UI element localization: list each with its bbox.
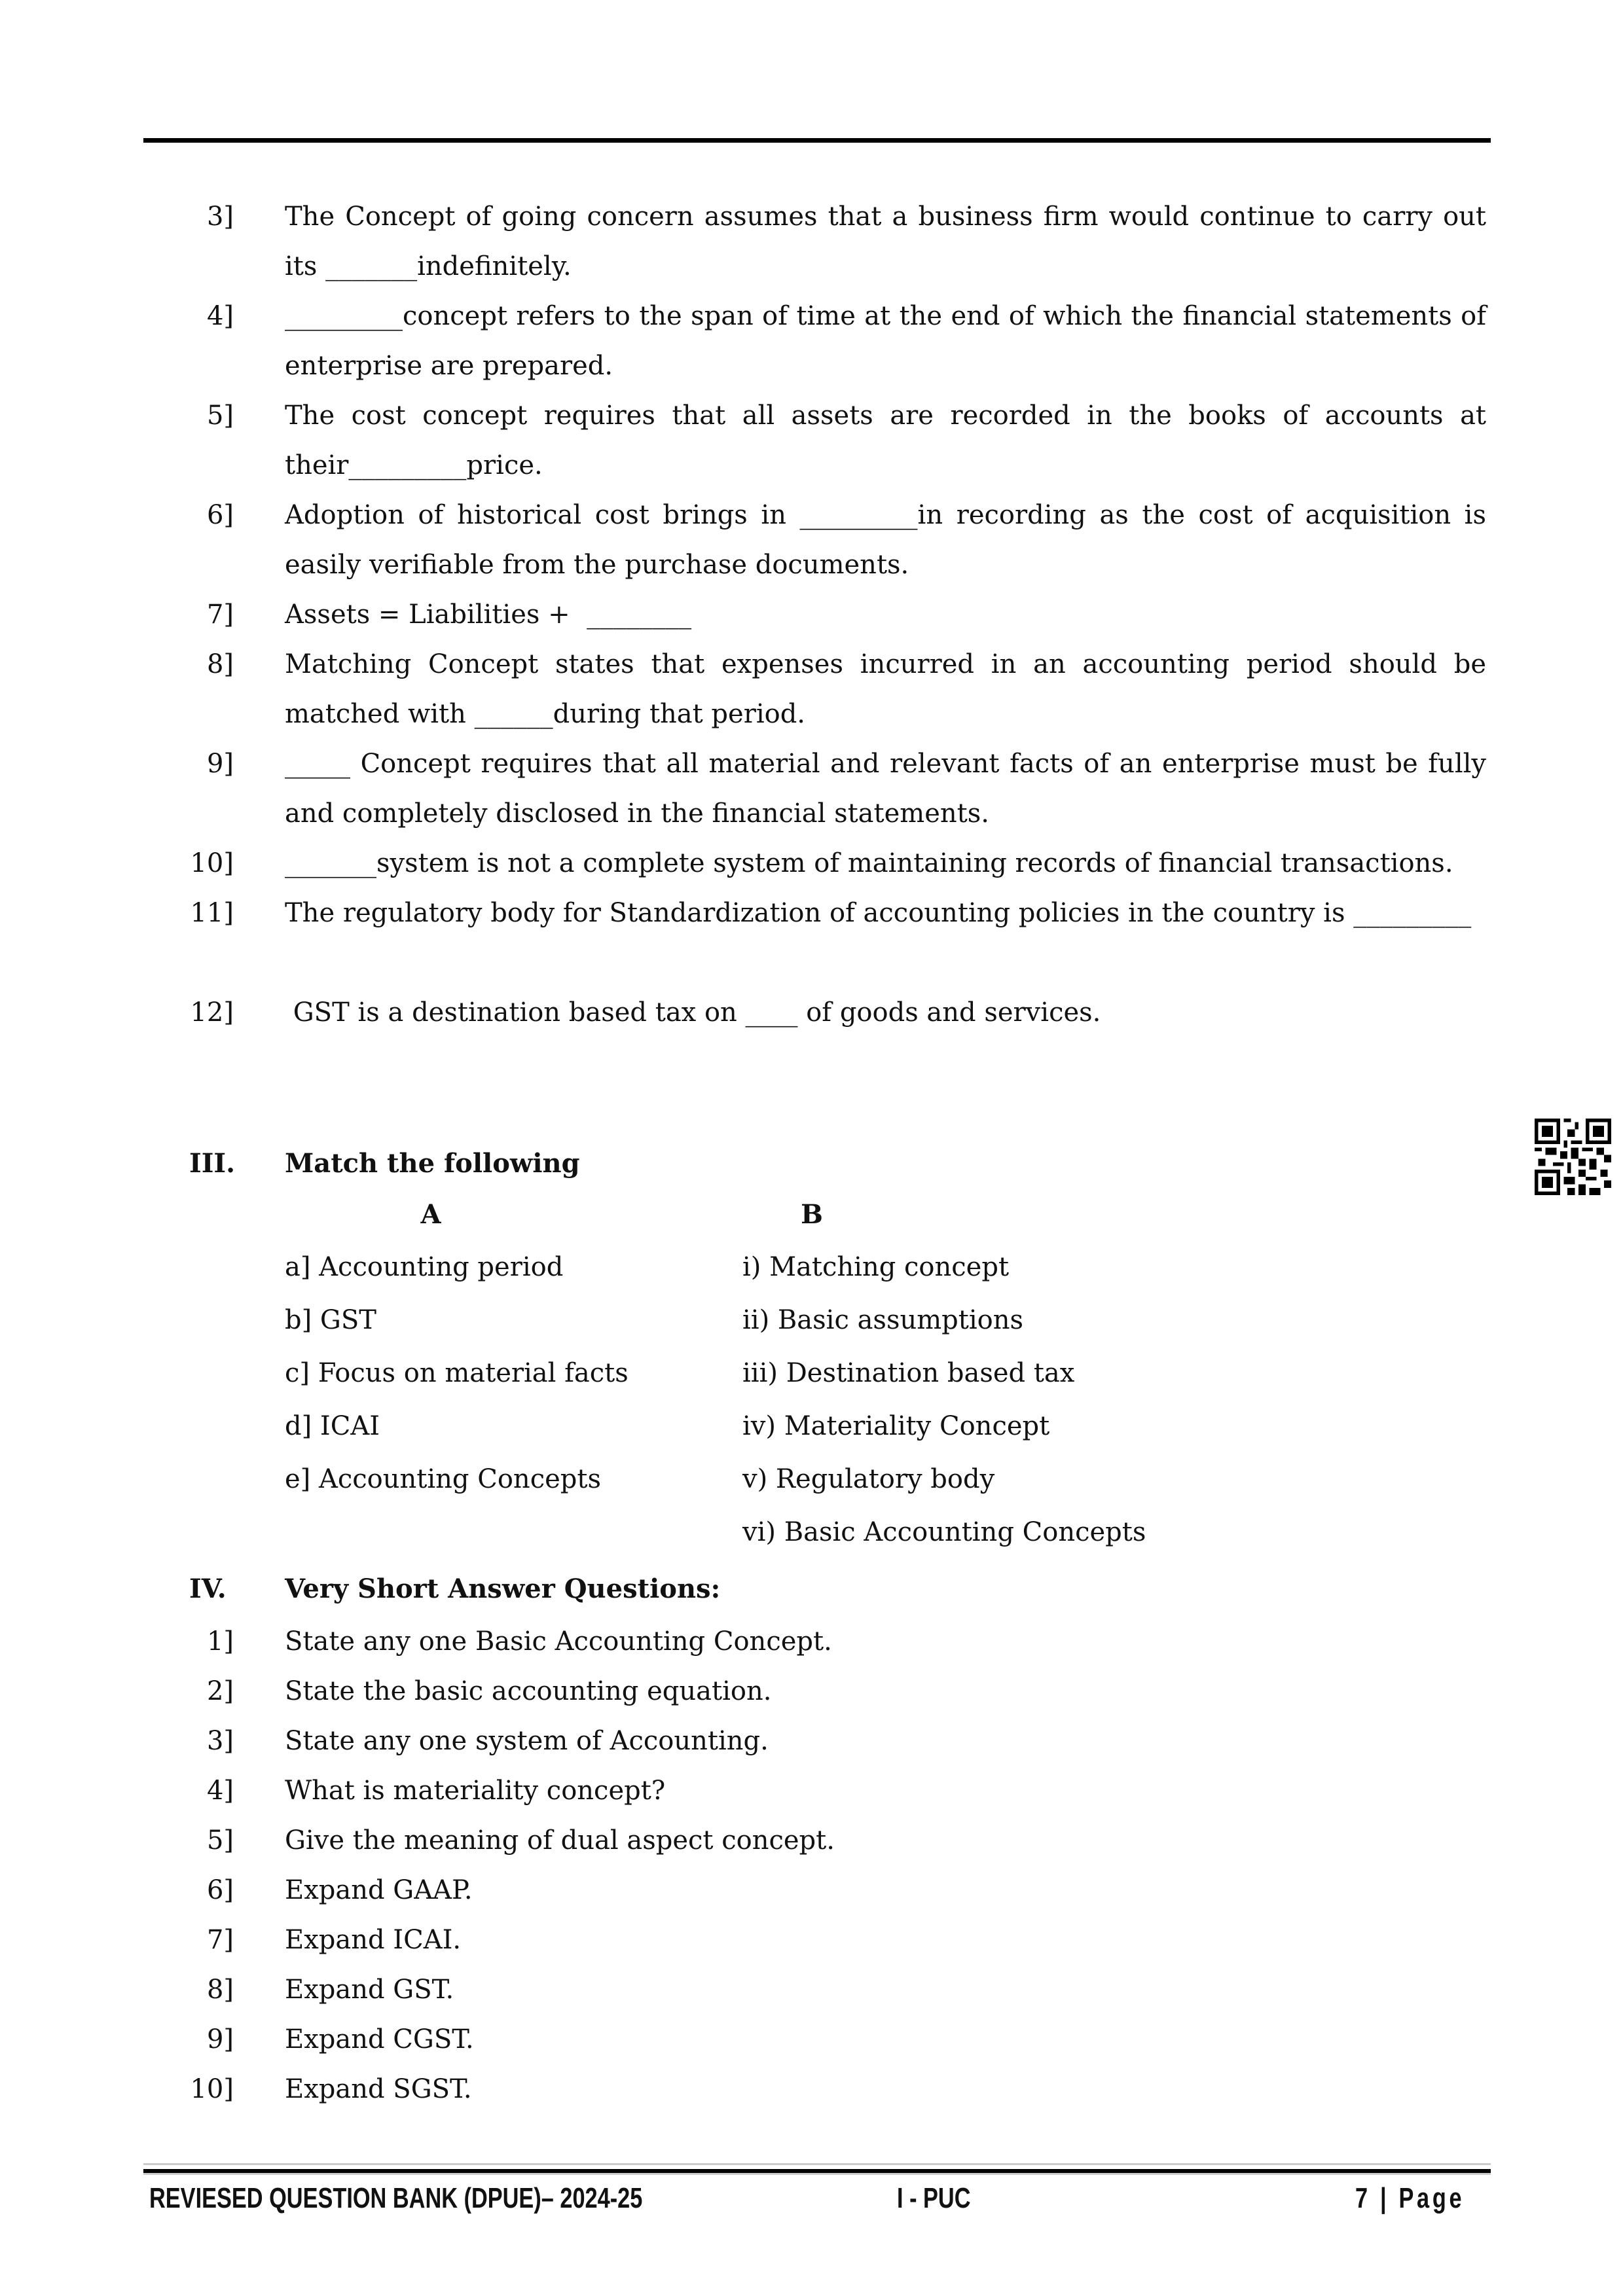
question-text: _______system is not a complete system of maintaining records of financial transactions. <box>285 848 1453 878</box>
question-item <box>0 490 1623 590</box>
question-number: 7] <box>206 600 234 630</box>
header-rule <box>143 138 1491 143</box>
column-b-item: v) Regulatory body <box>742 1464 995 1494</box>
section-title: Match the following <box>285 1148 580 1179</box>
question-item <box>0 391 1623 490</box>
footer-class: I - PUC <box>897 2182 971 2214</box>
question-number: 6] <box>206 500 234 530</box>
question-item <box>0 888 1623 988</box>
question-item <box>0 1965 1623 2015</box>
question-number: 9] <box>206 749 234 779</box>
question-number: 5] <box>206 401 234 431</box>
question-number: 11] <box>190 898 234 928</box>
question-item <box>0 1915 1623 1965</box>
question-item <box>0 291 1623 391</box>
section-number: IV. <box>189 1573 227 1604</box>
question-item <box>0 838 1623 888</box>
question-number: 4] <box>206 1776 234 1806</box>
match-row <box>0 1294 1623 1347</box>
question-text: _____ Concept requires that all material and relevant facts of an enterprise must be fully and completely disclosed in the financial statements. <box>285 749 1486 829</box>
column-b-item: iii) Destination based tax <box>742 1358 1075 1388</box>
question-text: Expand GST. <box>285 1975 454 2005</box>
question-number: 3] <box>206 1726 234 1756</box>
question-item <box>0 739 1623 838</box>
match-row <box>0 1400 1623 1453</box>
question-number: 7] <box>206 1925 234 1955</box>
question-item <box>0 1617 1623 1666</box>
column-b-item: i) Matching concept <box>742 1252 1010 1282</box>
question-text: Expand SGST. <box>285 2074 472 2104</box>
question-text: Expand ICAI. <box>285 1925 462 1955</box>
question-text: State the basic accounting equation. <box>285 1676 772 1706</box>
column-a-item: c] Focus on material facts <box>285 1358 629 1388</box>
question-item <box>0 192 1623 291</box>
footer-rule-shadow <box>143 2173 1491 2175</box>
question-text: Adoption of historical cost brings in _________in recording as the cost of acquisition is easily verifiable from the purchase documents. <box>285 500 1486 580</box>
question-text: GST is a destination based tax on ____ of goods and services. <box>285 997 1101 1028</box>
question-item <box>0 988 1623 1037</box>
question-number: 6] <box>206 1875 234 1905</box>
question-item <box>0 639 1623 739</box>
question-number: 2] <box>206 1676 234 1706</box>
question-number: 10] <box>190 848 234 878</box>
match-row <box>0 1453 1623 1506</box>
qr-code-icon[interactable] <box>1535 1119 1611 1195</box>
footer-page-number: 7 | Page <box>1355 2182 1465 2214</box>
match-row <box>0 1347 1623 1400</box>
question-number: 9] <box>206 2024 234 2054</box>
match-row <box>0 1506 1623 1559</box>
column-b-item: iv) Materiality Concept <box>742 1411 1050 1441</box>
question-number: 5] <box>206 1825 234 1856</box>
question-text: Expand GAAP. <box>285 1875 473 1905</box>
question-item <box>0 1666 1623 1716</box>
question-number: 10] <box>190 2074 234 2104</box>
question-text: What is materiality concept? <box>285 1776 666 1806</box>
question-text: _________concept refers to the span of time at the end of which the financial statements of enterprise are prepared. <box>285 301 1486 381</box>
very-short-list <box>0 1617 1623 2114</box>
match-table <box>0 1188 1623 1559</box>
question-number: 4] <box>206 301 234 331</box>
match-header-row <box>0 1188 1623 1241</box>
section-number: III. <box>189 1148 236 1179</box>
question-text: Matching Concept states that expenses incurred in an accounting period should be matched with ______during that period. <box>285 649 1486 729</box>
question-number: 8] <box>206 1975 234 2005</box>
question-item <box>0 590 1623 639</box>
column-a-item: b] GST <box>285 1305 376 1335</box>
question-item <box>0 1865 1623 1915</box>
fill-blanks-list <box>0 192 1623 1037</box>
question-text: State any one Basic Accounting Concept. <box>285 1626 832 1657</box>
footer-title: REVIESED QUESTION BANK (DPUE)– 2024-25 <box>149 2182 643 2214</box>
question-text: Give the meaning of dual aspect concept. <box>285 1825 835 1856</box>
question-item <box>0 1816 1623 1865</box>
question-item <box>0 2064 1623 2114</box>
question-text: The Concept of going concern assumes that a business firm would continue to carry out its _______indefinitely. <box>285 202 1486 281</box>
question-number: 12] <box>190 997 234 1028</box>
column-b-item: ii) Basic assumptions <box>742 1305 1024 1335</box>
column-b-header: B <box>801 1199 823 1230</box>
question-text: Expand CGST. <box>285 2024 474 2054</box>
question-text: State any one system of Accounting. <box>285 1726 769 1756</box>
match-row <box>0 1241 1623 1294</box>
question-text: The regulatory body for Standardization of accounting policies in the country is _________ <box>285 898 1472 928</box>
footer-rule-thin <box>143 2163 1491 2165</box>
question-number: 8] <box>206 649 234 679</box>
question-item <box>0 2015 1623 2064</box>
column-a-item: d] ICAI <box>285 1411 380 1441</box>
question-item <box>0 1766 1623 1816</box>
question-text: Assets = Liabilities + ________ <box>285 600 692 630</box>
column-a-header: A <box>420 1199 441 1230</box>
question-text: The cost concept requires that all assets are recorded in the books of accounts at their_________price. <box>285 401 1486 480</box>
question-number: 3] <box>206 202 234 232</box>
column-a-item: e] Accounting Concepts <box>285 1464 601 1494</box>
question-number: 1] <box>206 1626 234 1657</box>
section-title: Very Short Answer Questions: <box>285 1573 721 1604</box>
column-b-item: vi) Basic Accounting Concepts <box>742 1517 1146 1547</box>
column-a-item: a] Accounting period <box>285 1252 564 1282</box>
question-item <box>0 1716 1623 1766</box>
